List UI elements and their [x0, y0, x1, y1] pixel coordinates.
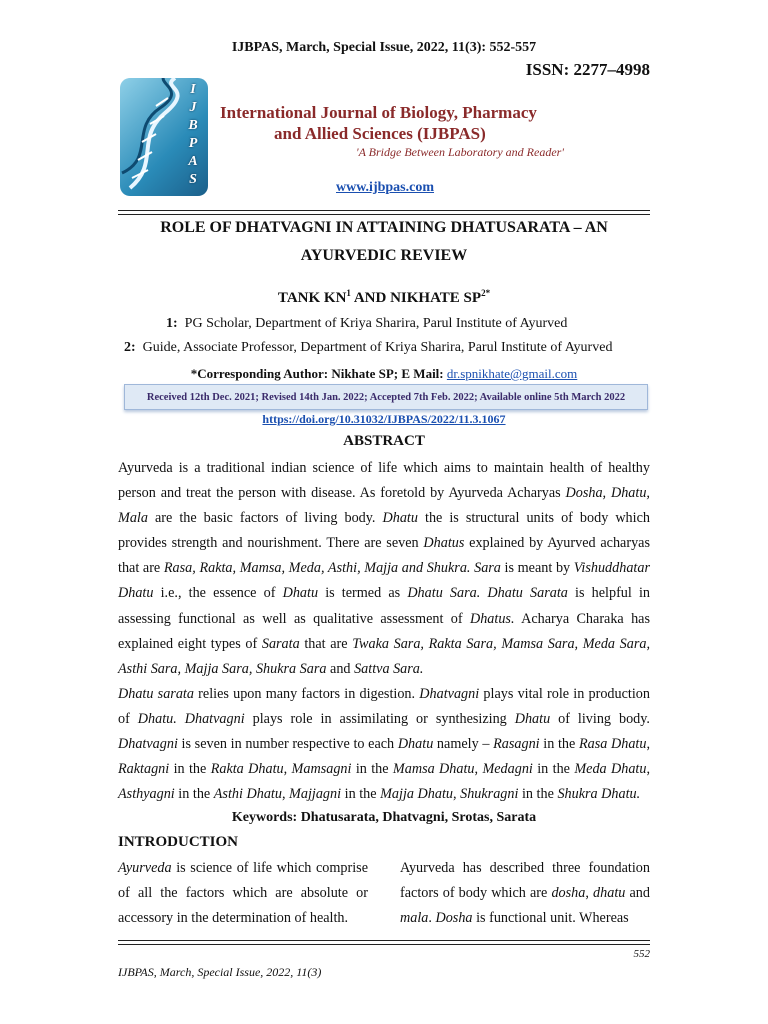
affiliation-2 [124, 340, 612, 356]
article-title-line2: AYURVEDIC REVIEW [300, 247, 468, 264]
journal-logo [120, 78, 208, 196]
author-name: AND NIKHATE SP [350, 290, 482, 306]
logo-letter: A [188, 154, 198, 169]
corresponding-author [0, 366, 768, 382]
doi-link[interactable]: https://doi.org/10.31032/IJBPAS/2022/11.3.1067 [262, 412, 506, 426]
footer-divider [118, 944, 650, 945]
author-affiliation-mark: 1 [346, 288, 351, 298]
intro-column-left: Ayurveda is science of life which comprise of all the factors which are absolute or accessory in the determination of health. [118, 860, 368, 927]
author-name: TANK KN [277, 290, 347, 306]
article-title-line1: ROLE OF DHATVAGNI IN ATTAINING DHATUSARATA – AN [160, 219, 608, 236]
introduction-heading: INTRODUCTION [118, 834, 239, 850]
header-divider [118, 210, 650, 211]
journal-name-line1: International Journal of Biology, Pharmacy [220, 103, 537, 122]
affiliation-number: 1: [166, 316, 178, 331]
journal-website-link[interactable]: www.ijbpas.com [336, 180, 435, 195]
affiliation-1 [166, 316, 567, 332]
author-list [0, 288, 768, 307]
corresponding-author-label: *Corresponding Author: Nikhate SP; E Mail: [190, 366, 447, 381]
abstract-heading: ABSTRACT [343, 433, 425, 449]
affiliation-text: PG Scholar, Department of Kriya Sharira, Parul Institute of Ayurved [184, 316, 568, 331]
footer-citation: IJBPAS, March, Special Issue, 2022, 11(3) [118, 965, 322, 979]
page-number: 552 [633, 948, 650, 960]
logo-letter: B [188, 118, 198, 133]
logo-letter: S [189, 172, 197, 187]
corresponding-email-link[interactable]: dr.spnikhate@gmail.com [446, 366, 578, 381]
abstract-paragraph-2: Dhatu sarata relies upon many factors in digestion. Dhatvagni plays vital role in production of Dhatu. Dhatvagni plays role in assimilating or synthesizing Dhatu of living body. Dhatvagni is seven in number respective to each Dhatu namely – Rasagni in the Rasa Dhatu, Raktagni in the Rakta Dhatu, Mamsagni in the Mamsa Dhatu, Medagni in the Meda Dhatu, Asthyagni in the Asthi Dhatu, Majjagni in the Majja Dhatu, Shukragni in the Shukra Dhatu. [118, 686, 651, 803]
issn: ISSN: 2277–4998 [525, 60, 650, 79]
article-dates: Received 12th Dec. 2021; Revised 14th Jan. 2022; Accepted 7th Feb. 2022; Available online 5th March 2022 [146, 391, 626, 403]
abstract-paragraph-1: Ayurveda is a traditional indian science of life which aims to maintain health of healthy person and treat the person with disease. As foretold by Ayurveda Acharyas Dosha, Dhatu, Mala are the basic factors of living body. Dhatu the is structural units of body which provides strength and nourishment. There are seven Dhatus explained by Ayurved acharyas that are Rasa, Rakta, Mamsa, Meda, Asthi, Majja and Shukra. Sara is meant by Vishuddhatar Dhatu i.e., the essence of Dhatu is termed as Dhatu Sara. Dhatu Sarata is helpful in assessing functional as well as qualitative assessment of Dhatus. Acharya Charaka has explained eight types of Sarata that are Twaka Sara, Rakta Sara, Mamsa Sara, Meda Sara, Asthi Sara, Majja Sara, Shukra Sara and Sattva Sara. [118, 460, 651, 677]
affiliation-text: Guide, Associate Professor, Department of Kriya Sharira, Parul Institute of Ayurved [142, 340, 613, 355]
logo-letter: P [188, 136, 198, 151]
article-dates-box [124, 384, 648, 410]
keywords: Keywords: Dhatusarata, Dhatvagni, Srotas, Sarata [231, 810, 537, 825]
logo-letter: J [189, 100, 197, 115]
footer-divider [118, 940, 650, 941]
intro-column-right: Ayurveda has described three foundation factors of body which are dosha, dhatu and mala. Dosha is functional unit. Whereas [400, 860, 650, 927]
affiliation-number: 2: [124, 340, 136, 355]
author-affiliation-mark: 2* [481, 288, 491, 298]
journal-citation-header: IJBPAS, March, Special Issue, 2022, 11(3): 552-557 [231, 40, 537, 55]
journal-tagline: 'A Bridge Between Laboratory and Reader' [356, 145, 564, 159]
logo-letter: I [190, 82, 196, 97]
journal-name-line2: and Allied Sciences (IJBPAS) [274, 124, 486, 143]
